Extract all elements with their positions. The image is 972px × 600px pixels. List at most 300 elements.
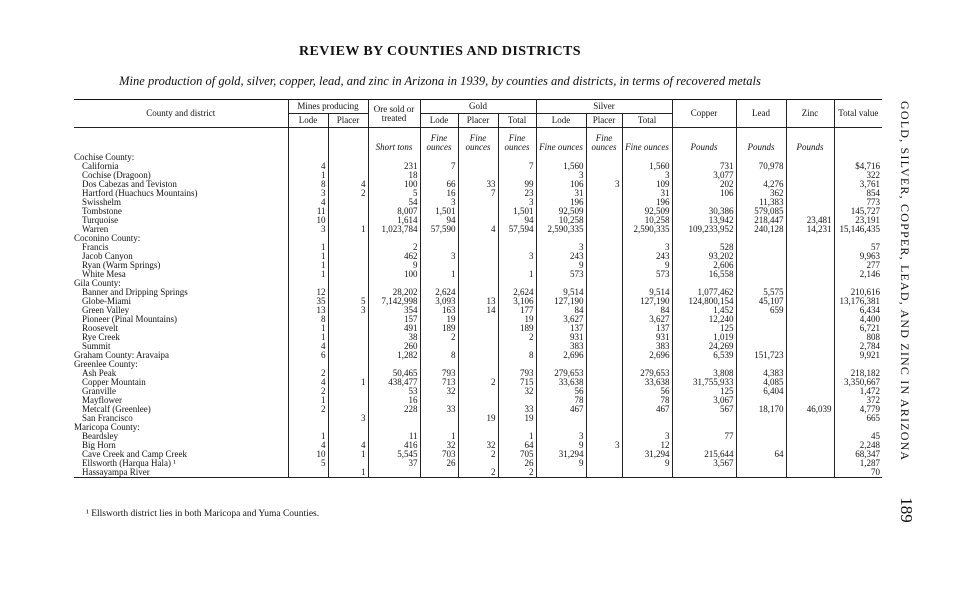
value-cell: 196 — [536, 198, 586, 207]
district-name: Mayflower — [82, 395, 122, 405]
district-name: Rye Creek — [82, 332, 120, 342]
district-name: Cochise County: — [74, 152, 135, 162]
district-name: Globe-Miami — [82, 296, 131, 306]
value-cell — [498, 342, 536, 351]
value-cell — [288, 423, 328, 432]
value-cell: 137 — [622, 324, 672, 333]
value-cell — [458, 153, 498, 162]
header-county: County and district — [74, 100, 288, 128]
value-cell — [420, 360, 458, 369]
value-cell: 70 — [834, 468, 882, 478]
value-cell: 31,294 — [536, 450, 586, 459]
value-cell — [368, 279, 420, 288]
value-cell: 705 — [498, 450, 536, 459]
value-cell — [786, 342, 834, 351]
value-cell — [586, 225, 622, 234]
value-cell — [586, 369, 622, 378]
value-cell: 5,575 — [736, 288, 786, 297]
value-cell: 38 — [368, 333, 420, 342]
value-cell: 1 — [420, 432, 458, 441]
value-cell: 2,624 — [420, 288, 458, 297]
district-name: Big Horn — [82, 440, 116, 450]
production-table — [74, 99, 882, 478]
district-name: Pioneer (Pinal Mountains) — [82, 314, 177, 324]
table-row — [74, 396, 882, 405]
value-cell: 106 — [672, 189, 736, 198]
value-cell — [498, 279, 536, 288]
value-cell: 100 — [368, 180, 420, 189]
value-cell — [420, 153, 458, 162]
value-cell: 467 — [622, 405, 672, 414]
table-row — [74, 459, 882, 468]
value-cell: 1 — [328, 378, 368, 387]
district-name: Gila County: — [74, 278, 121, 288]
value-cell: 1,472 — [834, 387, 882, 396]
value-cell — [622, 279, 672, 288]
value-cell — [736, 423, 786, 432]
value-cell: 4,085 — [736, 378, 786, 387]
value-cell: 854 — [834, 189, 882, 198]
value-cell: 5 — [328, 297, 368, 306]
value-cell: 3,761 — [834, 180, 882, 189]
table-row — [74, 261, 882, 270]
value-cell — [834, 423, 882, 432]
value-cell — [498, 234, 536, 243]
value-cell: 808 — [834, 333, 882, 342]
value-cell — [288, 360, 328, 369]
value-cell: 1,501 — [420, 207, 458, 216]
value-cell — [736, 414, 786, 423]
value-cell: 1 — [498, 432, 536, 441]
value-cell — [328, 234, 368, 243]
value-cell: 10,258 — [536, 216, 586, 225]
value-cell: 57 — [834, 243, 882, 252]
value-cell: 31,294 — [622, 450, 672, 459]
value-cell: 260 — [368, 342, 420, 351]
value-cell: 1,282 — [368, 351, 420, 360]
value-cell: 100 — [368, 270, 420, 279]
unit-cell: Fine ounces — [498, 134, 536, 153]
value-cell — [288, 153, 328, 162]
value-cell — [834, 234, 882, 243]
value-cell: 3,567 — [672, 459, 736, 468]
value-cell — [458, 207, 498, 216]
value-cell — [586, 468, 622, 478]
value-cell: 7,142,998 — [368, 297, 420, 306]
value-cell — [586, 306, 622, 315]
value-cell: 4 — [288, 198, 328, 207]
value-cell — [786, 360, 834, 369]
value-cell: 5 — [368, 189, 420, 198]
header-silver-total: Total — [622, 114, 672, 128]
value-cell: 33 — [420, 405, 458, 414]
unit-cell — [834, 134, 882, 153]
value-cell: 4,400 — [834, 315, 882, 324]
value-cell — [586, 396, 622, 405]
value-cell: 573 — [622, 270, 672, 279]
value-cell — [586, 171, 622, 180]
value-cell: 6,539 — [672, 351, 736, 360]
value-cell: 218,182 — [834, 369, 882, 378]
value-cell — [420, 243, 458, 252]
value-cell — [586, 351, 622, 360]
district-name: White Mesa — [82, 269, 126, 279]
value-cell: 1,501 — [498, 207, 536, 216]
value-cell — [328, 459, 368, 468]
table-row — [74, 189, 882, 198]
value-cell: 31 — [536, 189, 586, 198]
value-cell: 438,477 — [368, 378, 420, 387]
value-cell: 33,638 — [536, 378, 586, 387]
value-cell — [672, 423, 736, 432]
value-cell: 32 — [420, 441, 458, 450]
value-cell: 659 — [736, 306, 786, 315]
value-cell: 13 — [288, 306, 328, 315]
table-row — [74, 423, 882, 432]
table-row — [74, 441, 882, 450]
district-name: Warren — [82, 224, 109, 234]
value-cell: 56 — [536, 387, 586, 396]
value-cell — [586, 279, 622, 288]
value-cell: 50,465 — [368, 369, 420, 378]
value-cell: 322 — [834, 171, 882, 180]
unit-cell — [328, 134, 368, 153]
value-cell: 8 — [498, 351, 536, 360]
header-gold-lode: Lode — [420, 114, 458, 128]
district-name: Ryan (Warm Springs) — [82, 260, 161, 270]
value-cell: 14 — [458, 306, 498, 315]
value-cell — [328, 153, 368, 162]
value-cell — [786, 279, 834, 288]
value-cell — [420, 414, 458, 423]
value-cell — [420, 279, 458, 288]
value-cell: 24,269 — [672, 342, 736, 351]
value-cell: 218,447 — [736, 216, 786, 225]
header-silver-placer: Placer — [586, 114, 622, 128]
value-cell: 151,723 — [736, 351, 786, 360]
value-cell: 189 — [498, 324, 536, 333]
value-cell — [586, 405, 622, 414]
value-cell — [328, 432, 368, 441]
value-cell — [786, 288, 834, 297]
value-cell — [672, 360, 736, 369]
value-cell: 93,202 — [672, 252, 736, 261]
value-cell — [458, 405, 498, 414]
value-cell — [586, 198, 622, 207]
page-number: 189 — [897, 497, 916, 523]
value-cell — [586, 378, 622, 387]
value-cell: 3 — [328, 414, 368, 423]
value-cell — [786, 396, 834, 405]
value-cell — [736, 396, 786, 405]
district-name: Coconino County: — [74, 233, 141, 243]
value-cell — [586, 423, 622, 432]
value-cell: 703 — [420, 450, 458, 459]
value-cell: 6,434 — [834, 306, 882, 315]
value-cell — [786, 459, 834, 468]
value-cell — [786, 333, 834, 342]
value-cell — [672, 468, 736, 478]
value-cell: 9,921 — [834, 351, 882, 360]
value-cell — [458, 360, 498, 369]
value-cell: 6,721 — [834, 324, 882, 333]
value-cell: 9,514 — [536, 288, 586, 297]
value-cell: 19 — [420, 315, 458, 324]
value-cell — [328, 405, 368, 414]
value-cell: 2 — [288, 369, 328, 378]
header-silver-lode: Lode — [536, 114, 586, 128]
value-cell: 11 — [288, 207, 328, 216]
value-cell: 12 — [622, 441, 672, 450]
district-name: Copper Mountain — [82, 377, 146, 387]
value-cell: 127,190 — [536, 297, 586, 306]
table-row — [74, 405, 882, 414]
value-cell: 8 — [420, 351, 458, 360]
value-cell — [458, 279, 498, 288]
value-cell: 125 — [672, 387, 736, 396]
value-cell — [458, 324, 498, 333]
value-cell: 1 — [328, 225, 368, 234]
value-cell — [458, 423, 498, 432]
value-cell — [368, 360, 420, 369]
value-cell: 9 — [622, 261, 672, 270]
value-cell — [288, 414, 328, 423]
value-cell — [458, 216, 498, 225]
value-cell: 3,627 — [536, 315, 586, 324]
value-cell — [368, 423, 420, 432]
value-cell — [786, 378, 834, 387]
value-cell: 9 — [368, 261, 420, 270]
value-cell — [458, 288, 498, 297]
value-cell: 2 — [328, 189, 368, 198]
value-cell: 5,545 — [368, 450, 420, 459]
table-row — [74, 243, 882, 252]
value-cell: 2,590,335 — [622, 225, 672, 234]
value-cell: 5 — [288, 459, 328, 468]
value-cell — [586, 414, 622, 423]
table-row — [74, 468, 882, 478]
value-cell: 8 — [288, 180, 328, 189]
value-cell: 10,258 — [622, 216, 672, 225]
value-cell: 18 — [368, 171, 420, 180]
value-cell: 3,077 — [672, 171, 736, 180]
value-cell — [586, 360, 622, 369]
value-cell: 7 — [498, 162, 536, 171]
header-gold-total: Total — [498, 114, 536, 128]
value-cell — [786, 234, 834, 243]
value-cell — [834, 360, 882, 369]
value-cell: 35 — [288, 297, 328, 306]
value-cell: 2 — [288, 387, 328, 396]
unit-cell: Fine ounces — [420, 134, 458, 153]
value-cell: 3 — [420, 252, 458, 261]
value-cell — [736, 342, 786, 351]
value-cell — [536, 360, 586, 369]
value-cell: 4 — [328, 441, 368, 450]
district-name: Tombstone — [82, 206, 122, 216]
value-cell: 1 — [288, 171, 328, 180]
value-cell — [786, 468, 834, 478]
value-cell: 2,146 — [834, 270, 882, 279]
value-cell: 99 — [498, 180, 536, 189]
value-cell: 32 — [458, 441, 498, 450]
value-cell — [586, 234, 622, 243]
value-cell — [736, 324, 786, 333]
value-cell: 1,023,784 — [368, 225, 420, 234]
value-cell: 33 — [498, 405, 536, 414]
header-ore: Ore sold or treated — [368, 100, 420, 128]
value-cell — [288, 279, 328, 288]
value-cell: 163 — [420, 306, 458, 315]
value-cell — [786, 162, 834, 171]
value-cell: 33,638 — [622, 378, 672, 387]
value-cell — [622, 234, 672, 243]
value-cell: 2,784 — [834, 342, 882, 351]
district-name: Graham County: Aravaipa — [74, 350, 169, 360]
table-row — [74, 369, 882, 378]
value-cell: 2,696 — [536, 351, 586, 360]
table-row — [74, 315, 882, 324]
value-cell — [586, 450, 622, 459]
value-cell: 28,202 — [368, 288, 420, 297]
header-silver: Silver — [536, 100, 672, 114]
value-cell: 84 — [622, 306, 672, 315]
value-cell — [672, 234, 736, 243]
district-name: Hartford (Huachucs Mountains) — [82, 188, 198, 198]
value-cell — [328, 207, 368, 216]
table-row — [74, 198, 882, 207]
value-cell — [786, 153, 834, 162]
table-row — [74, 432, 882, 441]
value-cell — [786, 351, 834, 360]
value-cell: 793 — [420, 369, 458, 378]
value-cell: 8 — [288, 315, 328, 324]
value-cell: 30,386 — [672, 207, 736, 216]
value-cell: 2,248 — [834, 441, 882, 450]
value-cell — [536, 279, 586, 288]
value-cell — [328, 387, 368, 396]
value-cell: 3 — [498, 198, 536, 207]
value-cell — [536, 468, 586, 478]
value-cell: 16 — [420, 189, 458, 198]
district-name: Ellsworth (Harqua Hala) ¹ — [82, 458, 176, 468]
value-cell: 32 — [498, 387, 536, 396]
value-cell: 64 — [736, 450, 786, 459]
value-cell — [586, 261, 622, 270]
value-cell — [786, 432, 834, 441]
value-cell: 78 — [536, 396, 586, 405]
value-cell: 19 — [498, 414, 536, 423]
value-cell: 3,067 — [672, 396, 736, 405]
value-cell — [458, 396, 498, 405]
value-cell: 3 — [498, 252, 536, 261]
value-cell: 4 — [288, 162, 328, 171]
district-name: Hassayampa River — [74, 468, 288, 478]
value-cell: 1 — [288, 252, 328, 261]
header-gold-placer: Placer — [458, 114, 498, 128]
unit-cell: Fine ounces — [458, 134, 498, 153]
value-cell: 11,383 — [736, 198, 786, 207]
value-cell: 3 — [622, 171, 672, 180]
value-cell: 9 — [622, 459, 672, 468]
value-cell: 23,191 — [834, 216, 882, 225]
units-row — [74, 134, 882, 153]
value-cell: 106 — [536, 180, 586, 189]
table-row — [74, 207, 882, 216]
value-cell: 3 — [536, 243, 586, 252]
value-cell — [786, 324, 834, 333]
value-cell — [586, 216, 622, 225]
value-cell: 84 — [536, 306, 586, 315]
side-heading: GOLD, SILVER, COPPER, LEAD, AND ZINC IN ARIZONA — [898, 101, 912, 462]
value-cell: 66 — [420, 180, 458, 189]
value-cell: 9 — [536, 459, 586, 468]
value-cell: 2,624 — [498, 288, 536, 297]
value-cell: 12,240 — [672, 315, 736, 324]
value-cell — [420, 342, 458, 351]
value-cell: 92,509 — [622, 207, 672, 216]
value-cell — [786, 441, 834, 450]
value-cell: 528 — [672, 243, 736, 252]
value-cell: 11 — [368, 432, 420, 441]
header-total-value: Total value — [834, 100, 882, 128]
value-cell: 56 — [622, 387, 672, 396]
value-cell: 14,231 — [786, 225, 834, 234]
value-cell: 78 — [622, 396, 672, 405]
value-cell: 4,779 — [834, 405, 882, 414]
value-cell: 1 — [288, 333, 328, 342]
value-cell: 2 — [458, 450, 498, 459]
value-cell: 491 — [368, 324, 420, 333]
value-cell — [736, 468, 786, 478]
value-cell: 3 — [536, 171, 586, 180]
value-cell: 4,383 — [736, 369, 786, 378]
header-mines-placer: Placer — [328, 114, 368, 128]
value-cell: 13,942 — [672, 216, 736, 225]
value-cell — [586, 153, 622, 162]
value-cell — [420, 171, 458, 180]
value-cell — [736, 252, 786, 261]
value-cell: 279,653 — [622, 369, 672, 378]
value-cell — [672, 198, 736, 207]
value-cell — [458, 252, 498, 261]
table-row — [74, 234, 882, 243]
value-cell: 2 — [420, 333, 458, 342]
running-head — [888, 101, 912, 521]
table-row — [74, 297, 882, 306]
value-cell: 462 — [368, 252, 420, 261]
district-name: Swisshelm — [82, 197, 122, 207]
value-cell: 3,350,667 — [834, 378, 882, 387]
value-cell — [622, 423, 672, 432]
table-row — [74, 378, 882, 387]
table-row — [74, 333, 882, 342]
value-cell — [786, 180, 834, 189]
value-cell: 16 — [368, 396, 420, 405]
district-name: Dos Cabezas and Teviston — [82, 179, 177, 189]
value-cell — [498, 261, 536, 270]
value-cell — [420, 396, 458, 405]
value-cell: 37 — [368, 459, 420, 468]
value-cell — [498, 423, 536, 432]
value-cell: 26 — [498, 459, 536, 468]
value-cell: 931 — [622, 333, 672, 342]
value-cell: 416 — [368, 441, 420, 450]
value-cell: 210,616 — [834, 288, 882, 297]
value-cell: 277 — [834, 261, 882, 270]
value-cell: 4,276 — [736, 180, 786, 189]
table-row — [74, 279, 882, 288]
